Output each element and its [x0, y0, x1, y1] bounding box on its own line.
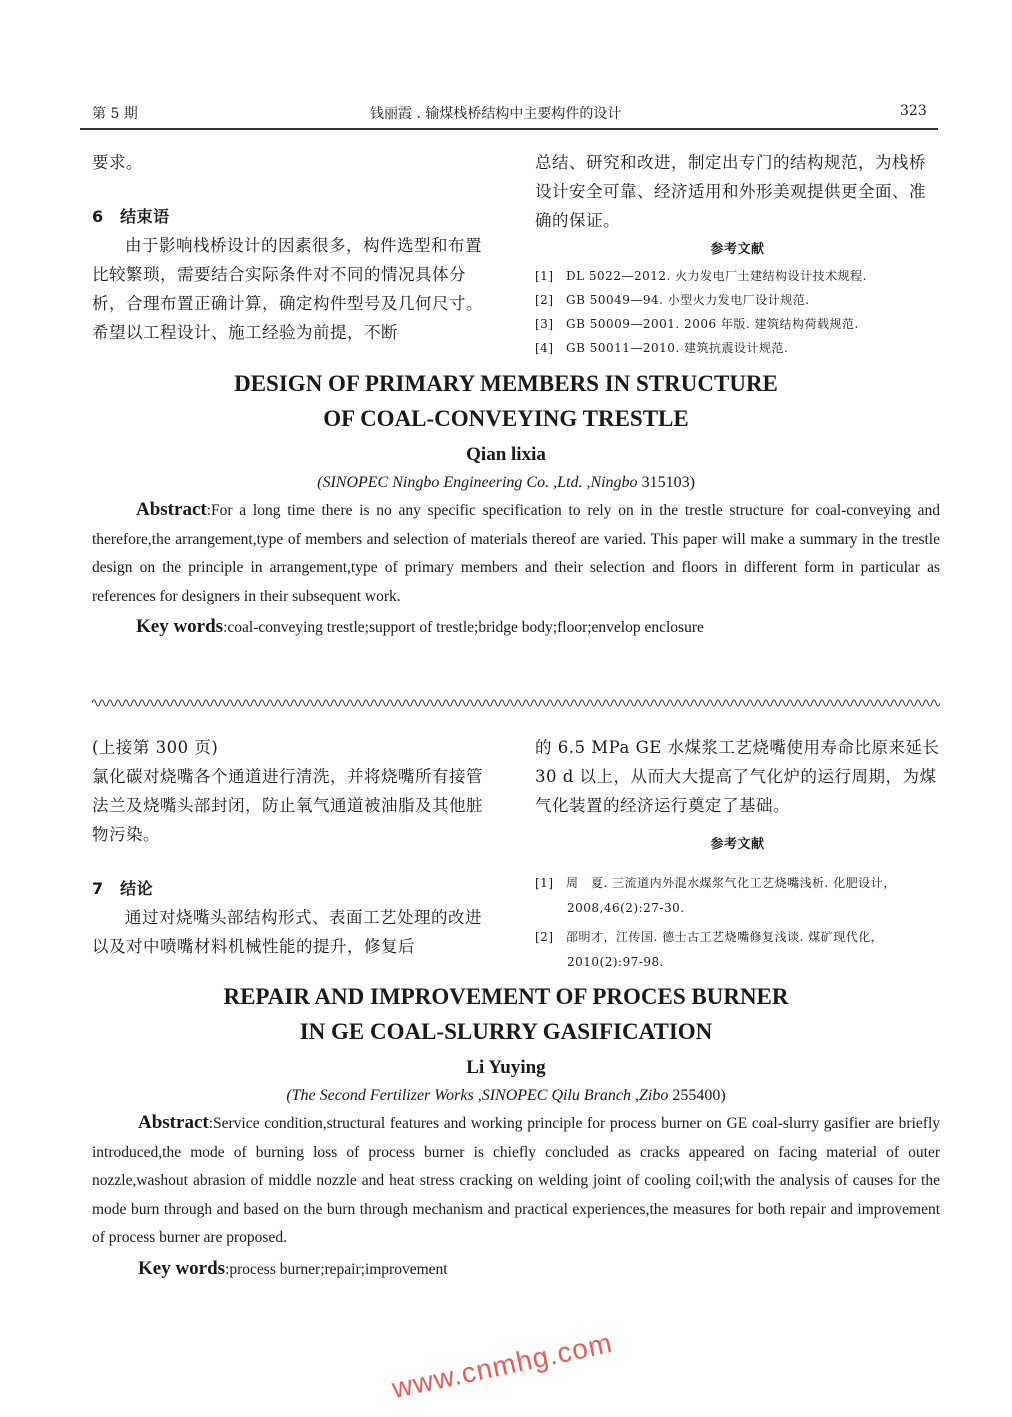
abstract: Abstract:Service condition,structural features and working principle for process burner on GE coal-slurry gasifier are briefly introduced,the mode of burning loss of process burner is chiefly concluded as cracks appeared on facing material of outer nozzle,washout abrasion of middle nozzle and heat stress cracking on welding joint of cooling coil;with the analysis of causes for the mode burn through and based on the burn through mechanism and practical experiences,the measures for both repair and improvement of process burner are proposed.: [92, 1112, 940, 1246]
header-rule: [80, 128, 938, 130]
carry-text: 要求。: [92, 153, 143, 172]
english-title-line: DESIGN OF PRIMARY MEMBERS IN STRUCTURE: [234, 371, 778, 396]
reference-item: [4] GB 50011—2010. 建筑抗震设计规范.: [535, 341, 789, 355]
reference-item: [2] 邵明才，江传国. 德士古工艺烧嘴修复浅谈. 煤矿现代化，2010(2):97-98.: [535, 930, 884, 969]
article1-english-block: [0, 366, 1012, 642]
reference-item: [2] GB 50049—94. 小型火力发电厂设计规范.: [535, 293, 810, 307]
paragraph: 总结、研究和改进，制定出专门的结构规范，为栈桥设计安全可靠、经济适用和外形美观提供更全面、准确的保证。: [535, 153, 926, 230]
running-title: 钱丽霞 . 输煤栈桥结构中主要构件的设计: [370, 106, 622, 122]
references-heading: 参考文献: [710, 242, 765, 257]
wavy-divider: [92, 696, 940, 710]
reference-item: [3] GB 50009—2001. 2006 年版. 建筑结构荷载规范.: [535, 317, 859, 331]
continued-note: (上接第 300 页): [92, 738, 219, 757]
reference-item: [1] 周 夏. 三流道内外混水煤浆气化工艺烧嘴浅析. 化肥设计，2008,46(2):27-30.: [535, 876, 896, 915]
keywords: Key words:coal-conveying trestle;support of trestle;bridge body;floor;envelop enclosure: [136, 616, 704, 637]
keywords: Key words:process burner;repair;improvement: [138, 1257, 448, 1279]
watermark: www.cnmhg.com: [389, 1326, 616, 1405]
paragraph: 氯化碳对烧嘴各个通道进行清洗，并将烧嘴所有接管法兰及烧嘴头部封闭，防止氧气通道被油脂及其他脏物污染。: [92, 767, 483, 844]
article1-right-column: [535, 148, 940, 360]
article1-left-column: [92, 148, 497, 347]
abstract: Abstract:For a long time there is no any specific specification to rely on in the trestle structure for coal-conveying and therefore,the arrangement,type of members and selection of materials thereof are varied. This paper will make a summary in the trestle design on the principle in arrangement,type of primary members and their selection and floors in different form in particular as references for designers in their subsequent work.: [92, 499, 940, 605]
issue-label: 第 5 期: [92, 106, 138, 122]
paragraph: 的 6.5 MPa GE 水煤浆工艺烧嘴使用寿命比原来延长 30 d 以上，从而大大提高了气化炉的运行周期，为煤气化装置的经济运行奠定了基础。: [535, 738, 940, 815]
references-heading: 参考文献: [710, 837, 765, 852]
english-title-line: IN GE COAL-SLURRY GASIFICATION: [299, 1019, 713, 1044]
paragraph: 通过对烧嘴头部结构形式、表面工艺处理的改进以及对中喷嘴材料机械性能的提升，修复后: [92, 908, 482, 956]
affiliation: (The Second Fertilizer Works ,SINOPEC Qilu Branch ,Zibo 255400): [286, 1087, 726, 1104]
english-title-line: OF COAL-CONVEYING TRESTLE: [323, 406, 689, 431]
paragraph: 由于影响栈桥设计的因素很多，构件选型和布置比较繁琐，需要结合实际条件对不同的情况具体分析，合理布置正确计算，确定构件型号及几何尺寸。希望以工程设计、施工经验为前提，不断: [92, 236, 483, 342]
article2-english-block: [0, 979, 1012, 1284]
section-title: 6 结束语: [92, 207, 170, 226]
article2-left-column: [92, 733, 497, 961]
reference-item: [1] DL 5022—2012. 火力发电厂土建结构设计技术规程.: [535, 269, 867, 283]
page-number: 323: [900, 103, 927, 119]
author: Qian lixia: [466, 444, 546, 465]
english-title-line: REPAIR AND IMPROVEMENT OF PROCES BURNER: [223, 984, 789, 1009]
author: Li Yuying: [466, 1057, 546, 1078]
affiliation: (SINOPEC Ningbo Engineering Co. ,Ltd. ,Ningbo 315103): [317, 474, 695, 491]
section-title: 7 结论: [92, 879, 154, 898]
article2-right-column: [535, 733, 940, 975]
